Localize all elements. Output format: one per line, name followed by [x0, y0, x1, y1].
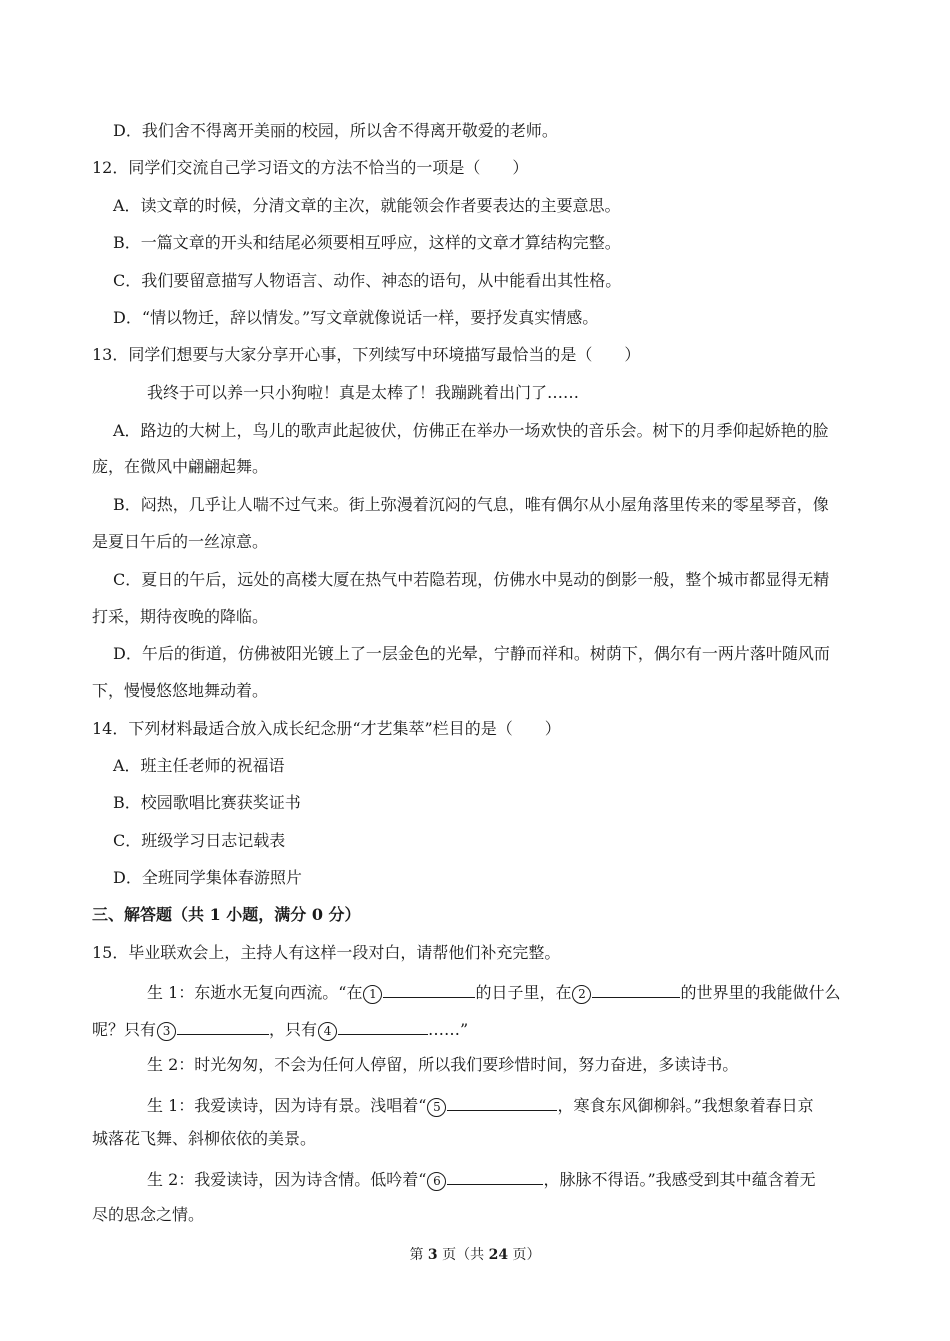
answer-blank-4[interactable] — [338, 1017, 428, 1035]
q14-option-a: A．班主任老师的祝福语 — [113, 756, 285, 775]
q15-dialogue-4-line1 — [147, 1167, 816, 1191]
page-footer — [0, 1244, 950, 1264]
q15-dialogue-4-line2: 尽的思念之情。 — [92, 1205, 205, 1224]
q13-option-d-line1: D．午后的街道，仿佛被阳光镀上了一层金色的光晕，宁静而祥和。树荫下，偶尔有一两片落叶随风而 — [113, 644, 830, 663]
q15-stem: 15．毕业联欢会上，主持人有这样一段对白，请帮他们补充完整。 — [92, 943, 561, 962]
q15-dialogue-3-line2: 城落花飞舞、斜柳依依的美景。 — [92, 1129, 317, 1148]
footer-middle: 页（共 — [437, 1247, 489, 1263]
circled-number-4: 4 — [318, 1022, 337, 1041]
dialogue-text: 生 2：我爱读诗，因为诗含情。低吟着“ — [147, 1170, 427, 1189]
answer-blank-5[interactable] — [447, 1093, 557, 1111]
q12-option-a: A．读文章的时候，分清文章的主次，就能领会作者要表达的主要意思。 — [113, 196, 621, 215]
q13-option-b-line1: B．闷热，几乎让人喘不过气来。街上弥漫着沉闷的气息，唯有偶尔从小屋角落里传来的零星琴音，像 — [113, 495, 829, 514]
q14-option-b: B．校园歌唱比赛获奖证书 — [113, 793, 301, 812]
footer-prefix: 第 — [409, 1247, 428, 1263]
q15-dialogue-3-line1 — [147, 1093, 814, 1117]
dialogue-text: 的世界里的我能做什么 — [680, 983, 841, 1002]
q15-dialogue-2: 生 2：时光匆匆，不会为任何人停留，所以我们要珍惜时间，努力奋进，多读诗书。 — [147, 1055, 739, 1074]
q13-option-b-line2: 是夏日午后的一丝凉意。 — [92, 532, 269, 551]
dialogue-text: 呢？只有 — [92, 1020, 157, 1039]
footer-total-pages: 24 — [488, 1247, 509, 1263]
q14-stem: 14．下列材料最适合放入成长纪念册“才艺集萃”栏目的是（ ） — [92, 719, 561, 738]
dialogue-text: 的日子里，在 — [475, 983, 572, 1002]
q13-option-c-line2: 打采，期待夜晚的降临。 — [92, 607, 269, 626]
answer-blank-6[interactable] — [447, 1167, 543, 1185]
dialogue-text: ，只有 — [269, 1020, 318, 1039]
q14-option-c: C．班级学习日志记载表 — [113, 831, 286, 850]
footer-suffix: 页） — [508, 1247, 541, 1263]
circled-number-6: 6 — [427, 1172, 446, 1191]
dialogue-text: ，脉脉不得语。”我感受到其中蕴含着无 — [543, 1170, 816, 1189]
dialogue-text: 生 1：东逝水无复向西流。“在 — [147, 983, 363, 1002]
q13-option-d-line2: 下，慢慢悠悠地舞动着。 — [92, 681, 269, 700]
dialogue-text: ……” — [428, 1020, 469, 1039]
q13-option-a-line2: 庞，在微风中翩翩起舞。 — [92, 457, 269, 476]
answer-blank-3[interactable] — [177, 1017, 269, 1035]
q13-stem: 13．同学们想要与大家分享开心事，下列续写中环境描写最恰当的是（ ） — [92, 345, 641, 364]
section3-heading: 三、解答题（共 1 小题，满分 0 分） — [92, 905, 361, 924]
q13-option-a-line1: A．路边的大树上，鸟儿的歌声此起彼伏，仿佛正在举办一场欢快的音乐会。树下的月季仰起娇艳的脸 — [113, 421, 829, 440]
q14-option-d: D．全班同学集体春游照片 — [113, 868, 302, 887]
q12-option-b: B．一篇文章的开头和结尾必须要相互呼应，这样的文章才算结构完整。 — [113, 233, 621, 252]
q15-dialogue-1-line2 — [92, 1017, 468, 1041]
dialogue-text: ，寒食东风御柳斜。”我想象着春日京 — [557, 1096, 814, 1115]
q11-option-d: D．我们舍不得离开美丽的校园，所以舍不得离开敬爱的老师。 — [113, 121, 558, 140]
circled-number-2: 2 — [572, 985, 591, 1004]
q15-dialogue-1-line1 — [147, 980, 840, 1004]
footer-page-number: 3 — [427, 1247, 438, 1263]
q12-stem: 12．同学们交流自己学习语文的方法不恰当的一项是（ ） — [92, 158, 529, 177]
circled-number-3: 3 — [157, 1022, 176, 1041]
circled-number-5: 5 — [427, 1098, 446, 1117]
answer-blank-1[interactable] — [383, 980, 475, 998]
dialogue-text: 生 1：我爱读诗，因为诗有景。浅唱着“ — [147, 1096, 427, 1115]
circled-number-1: 1 — [363, 985, 382, 1004]
q13-prompt: 我终于可以养一只小狗啦！真是太棒了！我蹦跳着出门了…… — [147, 383, 580, 402]
q12-option-c: C．我们要留意描写人物语言、动作、神态的语句，从中能看出其性格。 — [113, 271, 622, 290]
answer-blank-2[interactable] — [592, 980, 680, 998]
q12-option-d: D．“情以物迁，辞以情发。”写文章就像说话一样，要抒发真实情感。 — [113, 308, 599, 327]
q13-option-c-line1: C．夏日的午后，远处的高楼大厦在热气中若隐若现，仿佛水中晃动的倒影一般，整个城市都显得无精 — [113, 570, 830, 589]
